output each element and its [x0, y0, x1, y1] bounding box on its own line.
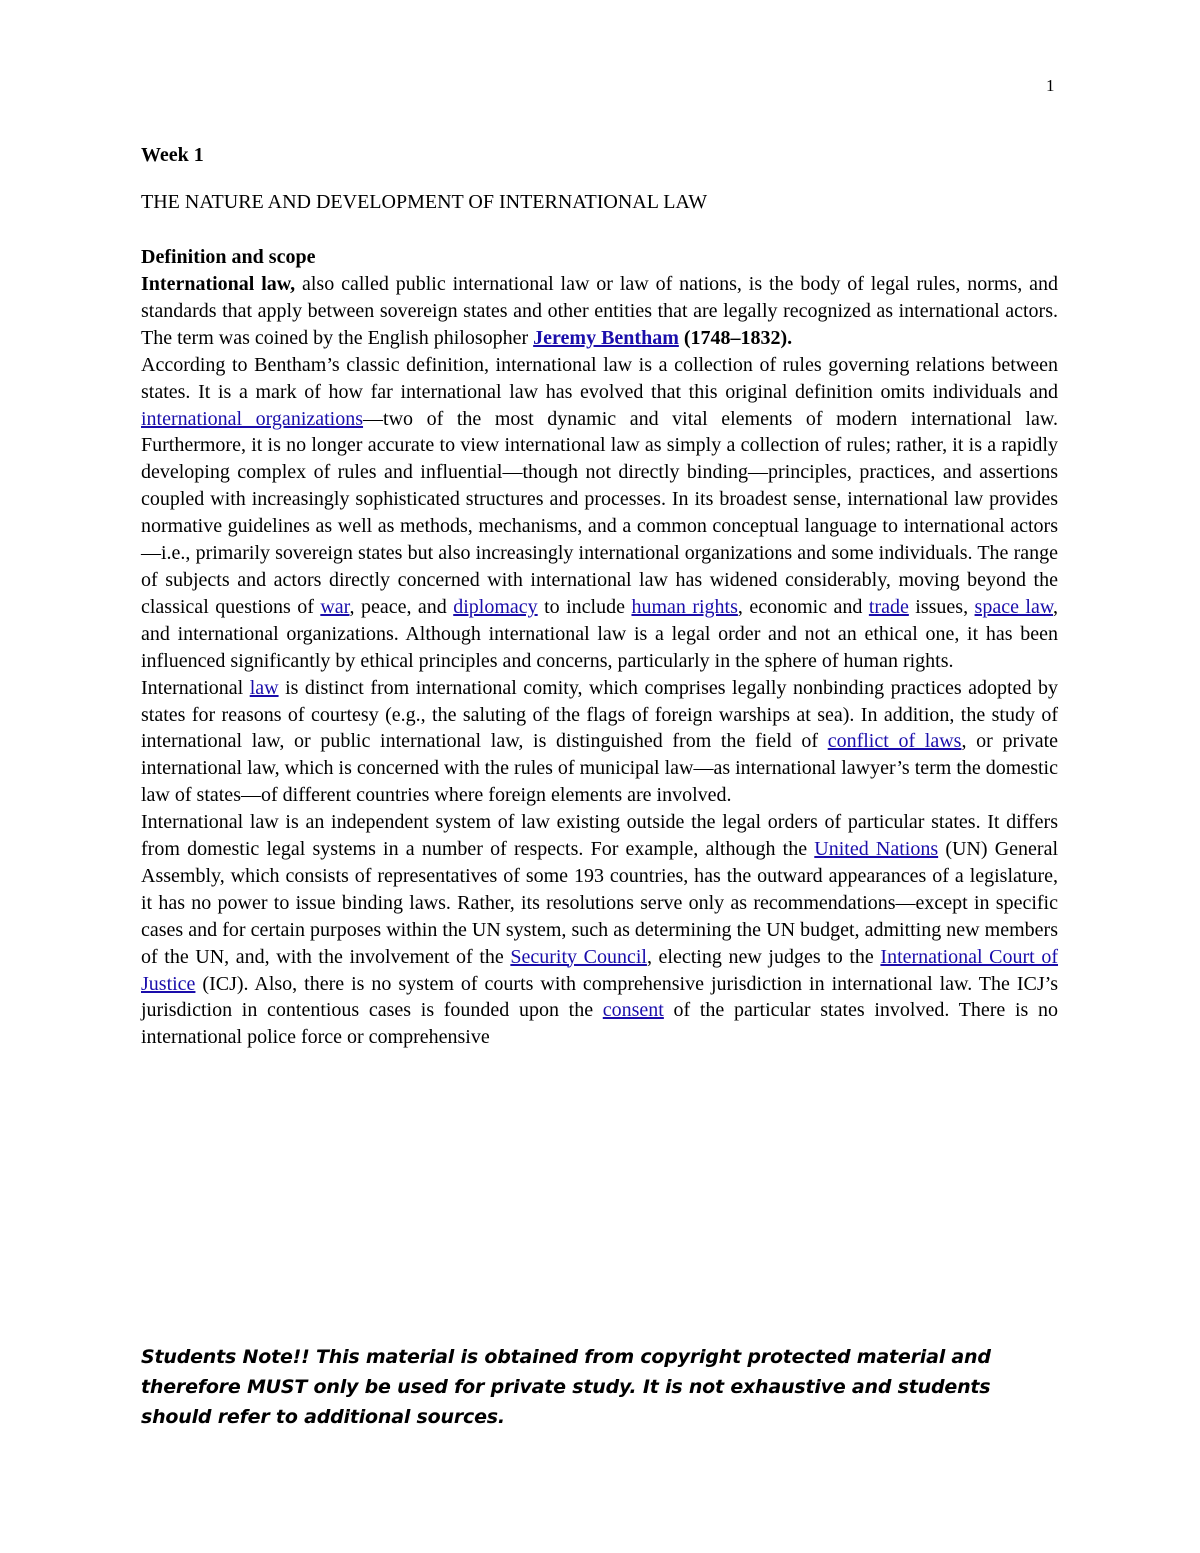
text-segment: , peace, and [349, 595, 454, 618]
term-international-law: International law, [141, 273, 296, 295]
text-segment: also called public international law or law of nations, is the body of legal rules, norms, and standards that apply between sovereign states and other entities that are legally recognized as international actors. The term was coined by the English philosopher [141, 273, 1058, 349]
link-space-law[interactable]: space law [974, 595, 1053, 618]
text-segment: According to Bentham’s classic definition, international law is a collection of rules governing relations between states. It is a mark of how far international law has evolved that this original definition omits individuals and [141, 353, 1058, 403]
text-segment: of the particular states involved. There is no international police force or comprehensive [141, 999, 1058, 1049]
text-segment: issues, [908, 595, 975, 618]
paragraph-definition [141, 271, 1058, 352]
page-number: 1 [1046, 76, 1055, 95]
link-trade[interactable]: trade [868, 595, 909, 618]
text-segment: , economic and [737, 595, 869, 618]
text-segment: (1748–1832). [678, 326, 793, 349]
link-consent[interactable]: consent [602, 999, 664, 1022]
link-law[interactable]: law [249, 676, 279, 699]
document-title: THE NATURE AND DEVELOPMENT OF INTERNATIONAL LAW [141, 191, 708, 213]
text-segment: International law is an independent system of law existing outside the legal orders of particular states. It differs from domestic legal systems in a number of respects. For example, although the [141, 811, 1058, 861]
text-segment: International [141, 676, 250, 699]
text-segment: , electing new judges to the [646, 945, 881, 968]
text-segment: —two of the most dynamic and vital elements of modern international law. Furthermore, it is no longer accurate to view international law as simply a collection of rules; rather, it is a rapidly developing complex of rules and influential—though not directly binding—principles, practices, and assertions coupled with increasingly sophisticated structures and processes. In its broadest sense, international law provides normative guidelines as well as methods, mechanisms, and a common conceptual language to international actors—i.e., primarily sovereign states but also increasingly international organizations and some individuals. The range of subjects and actors directly concerned with international law has widened considerably, moving beyond the classical questions of [141, 407, 1058, 618]
text-segment: (UN) General Assembly, which consists of representatives of some 193 countries, has the outward appearances of a legislature, it has no power to issue binding laws. Rather, its resolutions serve only as recommendations—except in specific cases and for certain purposes within the UN system, such as determining the UN budget, admitting new members of the UN, and, with the involvement of the [141, 838, 1058, 968]
paragraph-independent-system [141, 809, 1058, 1051]
link-war[interactable]: war [320, 595, 350, 618]
link-international-organizations[interactable]: international organizations [141, 407, 364, 430]
text-segment: is distinct from international comity, which comprises legally nonbinding practices adopted by states for reasons of courtesy (e.g., the saluting of the flags of foreign warships at sea). In addition, the study of international law, or public international law, is distinguished from the field of [141, 676, 1058, 753]
text-segment: to include [537, 595, 632, 618]
text-segment: (ICJ). Also, there is no system of courts with comprehensive jurisdiction in international law. The ICJ’s jurisdiction in contentious cases is founded upon the [141, 972, 1058, 1022]
link-security-council[interactable]: Security Council [510, 945, 647, 968]
students-note-footer: Students Note!! This material is obtained from copyright protected material and therefore MUST only be used for private study. It is not exhaustive and students should refer to additional sources. [141, 1346, 991, 1428]
text-segment: , and international organizations. Although international law is a legal order and not an ethical one, it has been influenced significantly by ethical principles and concerns, particularly in the sphere of human rights. [141, 595, 1058, 672]
link-jeremy-bentham[interactable]: Jeremy Bentham [533, 326, 679, 349]
paragraph-bentham-definition [141, 352, 1058, 675]
text-segment: , or private international law, which is concerned with the rules of municipal law—as international lawyer’s term the domestic law of states—of different countries where foreign elements are involved. [141, 730, 1059, 807]
link-international-court-of-justice[interactable]: International Court of Justice [141, 945, 1059, 995]
week-heading: Week 1 [141, 144, 204, 166]
link-human-rights[interactable]: human rights [631, 595, 738, 618]
link-diplomacy[interactable]: diplomacy [453, 595, 538, 618]
section-heading: Definition and scope [141, 246, 316, 268]
paragraph-comity [141, 675, 1058, 810]
link-united-nations[interactable]: United Nations [814, 838, 939, 861]
link-conflict-of-laws[interactable]: conflict of laws [827, 730, 962, 753]
document-body [141, 138, 1058, 1051]
